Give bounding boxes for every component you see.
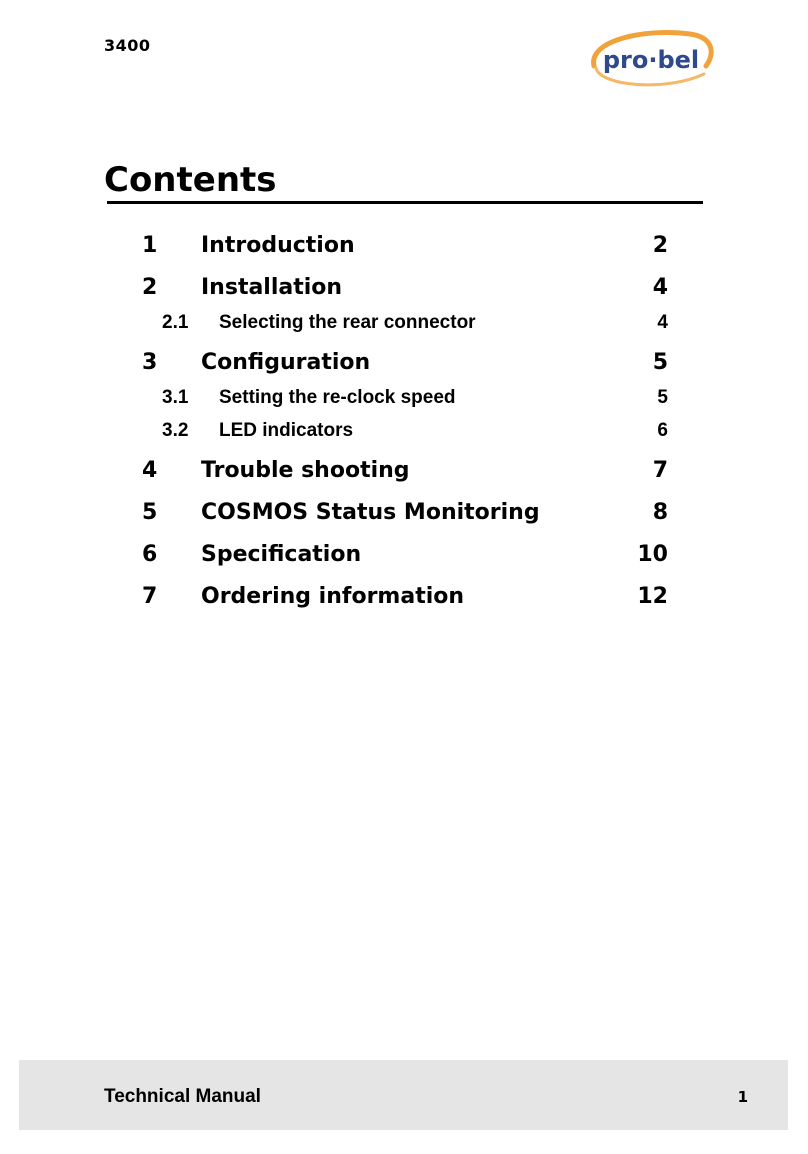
toc-entry-number: 6 <box>142 542 158 567</box>
toc-entry-number: 5 <box>142 500 158 525</box>
toc-entry-page: 5 <box>657 387 668 408</box>
toc-entry-title: Installation <box>201 275 343 300</box>
logo-text: pro·bel <box>602 46 700 74</box>
footer-page-number: 1 <box>737 1088 748 1106</box>
toc-entry-number: 3.2 <box>162 420 189 441</box>
toc-entry-title: Introduction <box>201 233 355 258</box>
toc-entry-number: 7 <box>142 584 158 609</box>
probel-logo <box>586 26 716 92</box>
doc-number: 3400 <box>104 36 151 55</box>
toc-entry-number: 4 <box>142 458 158 483</box>
toc-entry-number: 2 <box>142 275 158 300</box>
page-footer <box>19 1060 788 1130</box>
toc-entry-page: 8 <box>652 500 668 525</box>
toc-entry-title: Specification <box>201 542 362 567</box>
toc-entry-title: COSMOS Status Monitoring <box>201 500 540 525</box>
toc-entry-title: Configuration <box>201 350 371 375</box>
toc-entry-number: 1 <box>142 233 158 258</box>
footer-manual-label: Technical Manual <box>104 1086 261 1107</box>
toc-entry-title: LED indicators <box>219 420 354 441</box>
title-underline <box>107 201 703 204</box>
toc-entry-page: 4 <box>657 312 668 333</box>
toc-entry-page: 4 <box>652 275 668 300</box>
toc-entry-number: 2.1 <box>162 312 189 333</box>
toc-entry-page: 6 <box>657 420 668 441</box>
page-title: Contents <box>104 160 277 200</box>
toc-entry-page: 2 <box>652 233 668 258</box>
toc-entry-title: Trouble shooting <box>201 458 410 483</box>
toc-entry-page: 10 <box>637 542 668 567</box>
toc-entry-title: Selecting the rear connector <box>219 312 476 333</box>
toc-entry-page: 7 <box>652 458 668 483</box>
toc-entry-number: 3.1 <box>162 387 189 408</box>
toc-entry-page: 12 <box>637 584 668 609</box>
toc-entry-page: 5 <box>652 350 668 375</box>
toc-entry-number: 3 <box>142 350 158 375</box>
toc-entry-title: Setting the re-clock speed <box>219 387 456 408</box>
toc-entry-title: Ordering information <box>201 584 465 609</box>
